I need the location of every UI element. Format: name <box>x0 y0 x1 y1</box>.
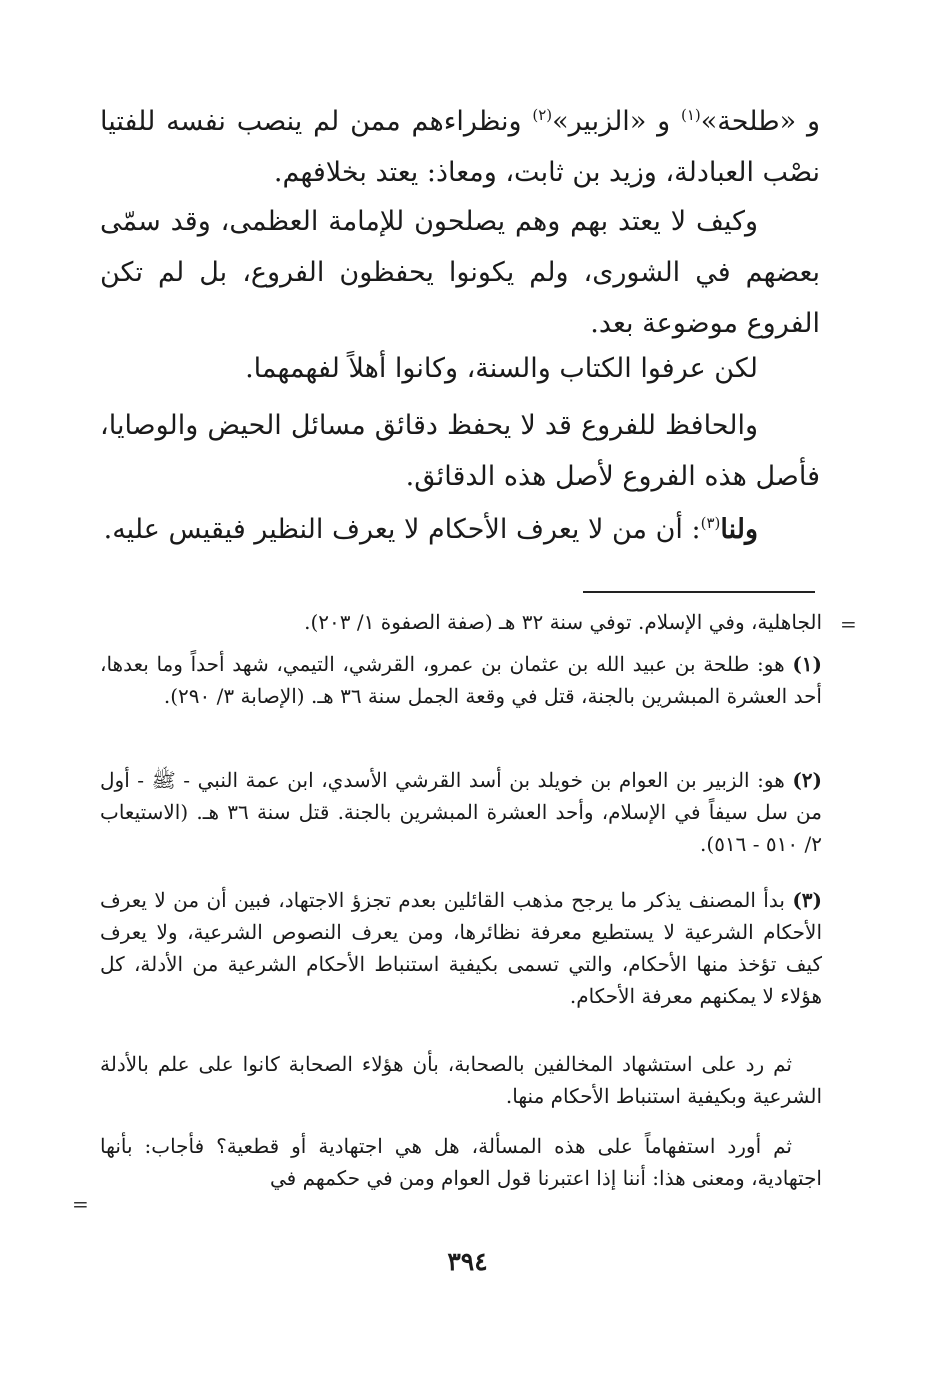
footnote-3-paragraph-2: ثم رد على استشهاد المخالفين بالصحابة، بأن هؤلاء الصحابة كانوا على علم بالأدلة الشرعية وبكيفية استنباط الأحكام منها. <box>100 1052 822 1108</box>
footnote-separator <box>583 591 815 593</box>
footnote-2-number: (٢) <box>792 768 822 792</box>
footnote-continuation: الجاهلية، وفي الإسلام. توفي سنة ٣٢ هـ (صفة الصفوة ١/ ٢٠٣). <box>304 610 822 634</box>
page-number: ٣٩٤ <box>447 1247 488 1276</box>
paragraph-2: وكيف لا يعتد بهم وهم يصلحون للإمامة العظمى، وقد سمّى بعضهم في الشورى، ولم يكونوا يحفظون الفروع، بل لم تكن الفروع موضوعة بعد. <box>100 206 820 339</box>
footnote-1-number: (١) <box>792 652 822 676</box>
footnote-3 <box>100 884 822 1012</box>
paragraph-1 <box>100 96 820 198</box>
p1-text-c: ونظراءهم ممن لم ينصب نفسه للفتيا نصْب العبادلة، وزيد بن ثابت، ومعاذ: يعتد بخلافهم. <box>100 106 820 188</box>
paragraph-4: والحافظ للفروع قد لا يحفظ دقائق مسائل الحيض والوصايا، فأصل هذه الفروع لأصل هذه الدقائق. <box>100 410 820 492</box>
continuation-mark-bottom: = <box>72 1192 89 1216</box>
p1-text-a: و «طلحة» <box>700 106 820 137</box>
footnote-3-text: بدأ المصنف يذكر ما يرجح مذهب القائلين بعدم تجزؤ الاجتهاد، فبين أن من لا يعرف الأحكام الشرعية لا يستطيع معرفة نظائرها، ومن يعرف النصوص الشرعية، ولا يعرف كيف تؤخذ منها الأحكام، والتي تسمى بكيفية استنباط الأحكام الشرعية من الأدلة، كل هؤلاء لا يمكنهم معرفة الأحكام. <box>100 888 822 1008</box>
p5-text: : أن من لا يعرف الأحكام لا يعرف النظير فيقيس عليه. <box>103 514 701 545</box>
footnote-ref-1[interactable]: (١) <box>680 106 701 124</box>
footnote-3-paragraph-3: ثم أورد استفهاماً على هذه المسألة، هل هي اجتهادية أو قطعية؟ فأجاب: بأنها اجتهادية، ومعنى هذا: أننا إذا اعتبرنا قول العوام ومن في حكمهم في <box>100 1134 822 1190</box>
footnote-ref-3[interactable]: (٣) <box>700 514 721 532</box>
continuation-mark-top: = <box>840 612 857 636</box>
footnote-3-number: (٣) <box>792 888 822 912</box>
paragraph-5 <box>100 504 820 555</box>
footnote-2-text: هو: الزبير بن العوام بن خويلد بن أسد القرشي الأسدي، ابن عمة النبي - ﷺ - أول من سل سيفاً في الإسلام، وأحد العشرة المبشرين بالجنة. قتل سنة ٣٦ هـ. (الاستيعاب ٢/ ٥١٠ - ٥١٦). <box>100 768 822 856</box>
paragraph-3: لكن عرفوا الكتاب والسنة، وكانوا أهلاً لفهمهما. <box>245 353 758 384</box>
footnote-1-text: هو: طلحة بن عبيد الله بن عثمان بن عمرو، القرشي، التيمي، شهد أحداً وما بعدها، أحد العشرة المبشرين بالجنة، قتل في وقعة الجمل سنة ٣٦ هـ. (الإصابة ٣/ ٢٩٠). <box>100 652 822 708</box>
footnote-ref-2[interactable]: (٢) <box>532 106 553 124</box>
footnote-1 <box>100 648 822 712</box>
footnote-2 <box>100 764 822 860</box>
p1-text-b: و «الزبير» <box>552 106 681 137</box>
p5-bold-lead: ولنا <box>720 514 758 545</box>
